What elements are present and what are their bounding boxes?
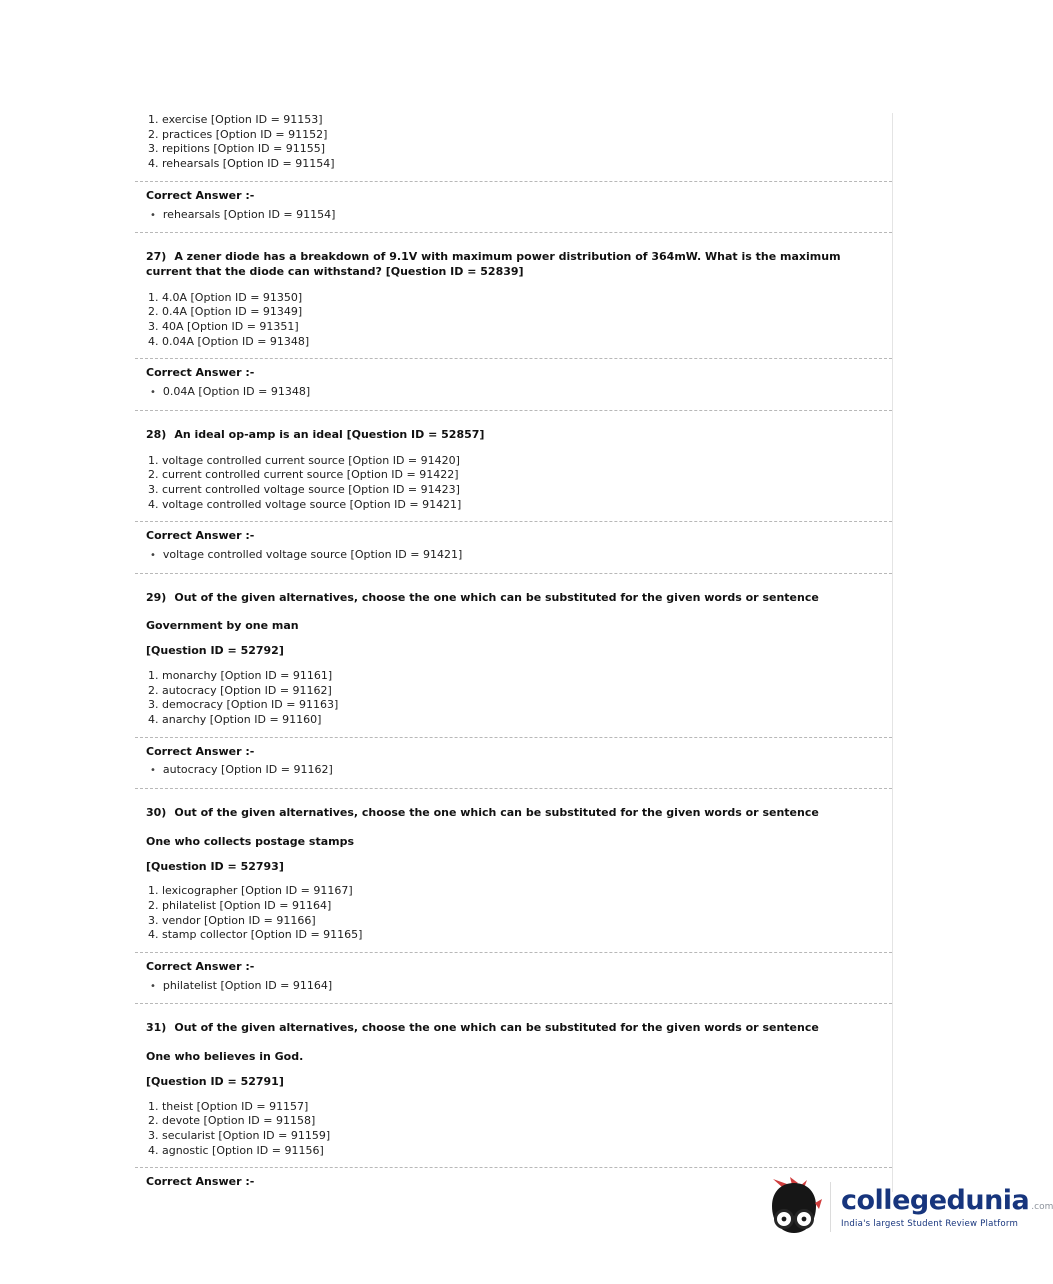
question-text: Out of the given alternatives, choose the one which can be substituted for the given words or sentence [174,806,819,820]
question-text: A zener diode has a breakdown of 9.1V with maximum power distribution of 364mW. What is the maximum current that the diode can withstand? [Question ID = 52839] [146,250,841,278]
options-list [135,884,892,943]
bullet-icon: • [150,765,156,777]
option-item: 2. autocracy [Option ID = 91162] [148,683,332,697]
correct-answer-block [135,181,892,233]
correct-answer-label: Correct Answer :- [146,960,255,974]
logo-text-group [841,1185,1053,1229]
question-heading [135,1021,892,1036]
correct-answer-line [146,208,876,224]
brand-text: collegedunia [841,1185,1030,1216]
question-block [135,113,892,233]
question-heading [135,806,892,821]
option-item: 2. current controlled current source [Option ID = 91422] [148,468,459,482]
option-item: 4. anarchy [Option ID = 91160] [148,712,322,726]
option-item: 2. philatelist [Option ID = 91164] [148,898,332,912]
option-item: 3. democracy [Option ID = 91163] [148,698,339,712]
question-text: Out of the given alternatives, choose the one which can be substituted for the given words or sentence [174,590,819,604]
option-item: 1. monarchy [Option ID = 91161] [148,668,333,682]
question-id: [Question ID = 52792] [146,644,284,658]
option-item: 4. 0.04A [Option ID = 91348] [148,334,310,348]
option-item: 1. theist [Option ID = 91157] [148,1099,309,1113]
question-id: [Question ID = 52791] [146,1074,284,1088]
logo-divider [830,1182,831,1232]
question-text: Out of the given alternatives, choose the one which can be substituted for the given words or sentence [174,1021,819,1035]
options-list [135,669,892,728]
question-block [135,1021,892,1192]
option-item: 2. 0.4A [Option ID = 91349] [148,305,303,319]
correct-answer-label: Correct Answer :- [146,744,255,758]
question-id: [Question ID = 52793] [146,859,284,873]
footer-logo [766,1176,1053,1238]
option-item: 3. repitions [Option ID = 91155] [148,142,326,156]
option-item: 1. lexicographer [Option ID = 91167] [148,884,353,898]
correct-answer-line [146,385,876,401]
option-item: 2. devote [Option ID = 91158] [148,1114,316,1128]
brand-line [841,1185,1053,1216]
question-phrase: Government by one man [146,619,299,633]
option-item: 1. exercise [Option ID = 91153] [148,113,323,126]
option-item: 4. agnostic [Option ID = 91156] [148,1143,324,1157]
options-list [135,454,892,513]
option-item: 4. voltage controlled voltage source [Option ID = 91421] [148,497,462,511]
question-block [135,250,892,411]
option-item: 3. secularist [Option ID = 91159] [148,1128,331,1142]
question-block [135,591,892,789]
option-item: 3. vendor [Option ID = 91166] [148,913,316,927]
question-block [135,428,892,574]
correct-answer-block [135,521,892,573]
option-item: 4. rehearsals [Option ID = 91154] [148,157,335,171]
bullet-icon: • [150,980,156,992]
option-item: 2. practices [Option ID = 91152] [148,127,328,141]
option-item: 1. voltage controlled current source [Option ID = 91420] [148,453,460,467]
correct-answer-text: voltage controlled voltage source [Option ID = 91421] [162,548,463,562]
correct-answer-block [135,952,892,1004]
correct-answer-label: Correct Answer :- [146,1175,255,1189]
question-number: 31) [146,1021,167,1035]
question-heading [135,591,892,606]
question-number: 29) [146,590,167,604]
correct-answer-text: 0.04A [Option ID = 91348] [162,385,311,399]
question-phrase: One who collects postage stamps [146,834,355,848]
brand-tagline: India's largest Student Review Platform [841,1219,1019,1229]
collegedunia-mascot-icon [766,1176,822,1238]
option-item: 1. 4.0A [Option ID = 91350] [148,290,303,304]
brand-suffix: .com [1031,1202,1053,1212]
correct-answer-block [135,358,892,410]
options-list [135,1100,892,1159]
correct-answer-line [146,979,876,995]
options-list [135,113,892,172]
question-phrase: One who believes in God. [146,1050,304,1064]
correct-answer-block [135,737,892,789]
correct-answer-label: Correct Answer :- [146,529,255,543]
question-block [135,806,892,1004]
option-item: 4. stamp collector [Option ID = 91165] [148,928,363,942]
bullet-icon: • [150,209,156,221]
bullet-icon: • [150,387,156,399]
question-number: 27) [146,250,167,264]
correct-answer-text: rehearsals [Option ID = 91154] [162,207,336,221]
question-heading [135,428,892,443]
content-area [135,113,893,1192]
correct-answer-label: Correct Answer :- [146,188,255,202]
question-text: An ideal op-amp is an ideal [Question ID = 52857] [174,427,485,441]
correct-answer-line [146,763,876,779]
correct-answer-text: philatelist [Option ID = 91164] [162,978,333,992]
question-number: 30) [146,806,167,820]
questions-container [135,250,892,1192]
question-heading [135,250,892,279]
option-item: 3. 40A [Option ID = 91351] [148,320,299,334]
options-list [135,291,892,350]
bullet-icon: • [150,550,156,562]
question-number: 28) [146,427,167,441]
correct-answer-line [146,548,876,564]
option-item: 3. current controlled voltage source [Option ID = 91423] [148,482,460,496]
correct-answer-label: Correct Answer :- [146,366,255,380]
correct-answer-text: autocracy [Option ID = 91162] [162,763,333,777]
